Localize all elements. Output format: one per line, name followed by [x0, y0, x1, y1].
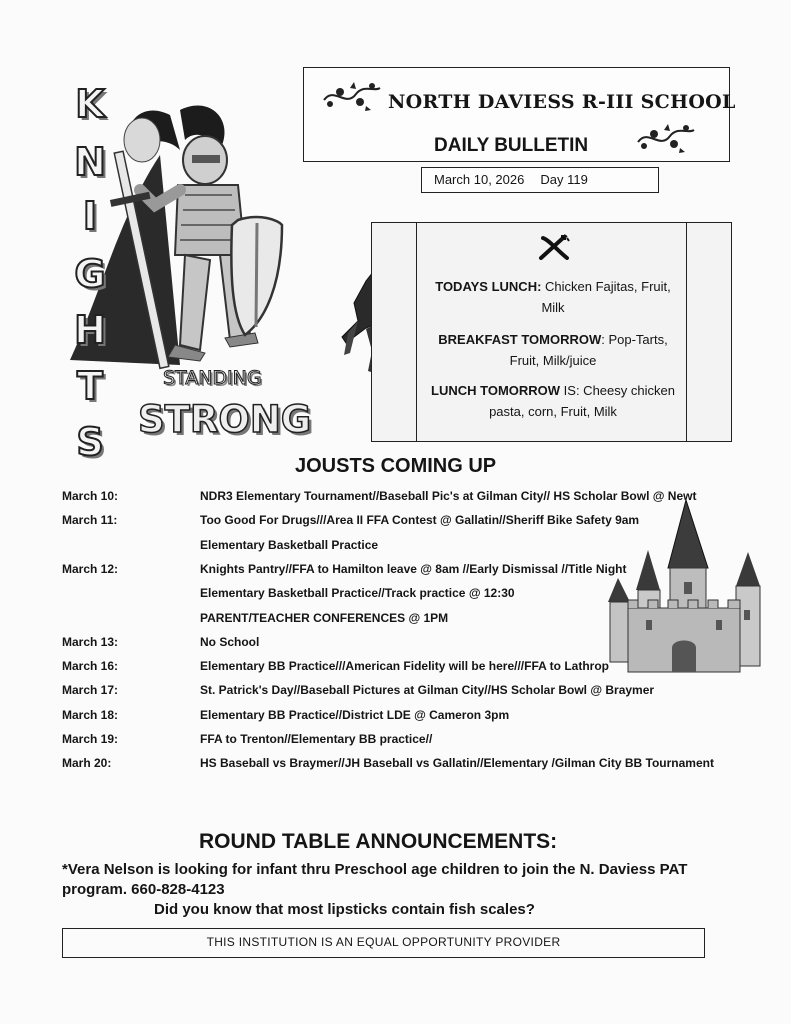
- knights-letter-n: N: [74, 140, 106, 184]
- lunch-tomorrow: [427, 380, 679, 422]
- announcements-title: ROUND TABLE ANNOUNCEMENTS:: [199, 830, 558, 853]
- event-text: Knights Pantry//FFA to Hamilton leave @ 8am //Early Dismissal //Title Night: [200, 561, 627, 576]
- todays-lunch: [427, 276, 679, 318]
- bulletin-date: March 10, 2026: [434, 172, 525, 187]
- date-day-box: [421, 167, 659, 193]
- knights-letter-k: K: [75, 82, 105, 126]
- fork-knife-icon: [537, 234, 571, 260]
- knights-letter-s: S: [76, 420, 104, 464]
- event-text: Too Good For Drugs///Area II FFA Contest @ Gallatin//Sheriff Bike Safety 9am: [200, 513, 640, 528]
- lunch-menu-box: [371, 222, 732, 442]
- bulletin-title: DAILY BULLETIN: [434, 135, 589, 156]
- jousts-title: JOUSTS COMING UP: [295, 455, 497, 477]
- event-date: March 19:: [62, 732, 119, 746]
- knights-letter-t: T: [77, 364, 103, 408]
- slogan-standing: STANDING: [163, 367, 262, 389]
- todays-lunch-value: Chicken Fajitas, Fruit, Milk: [541, 279, 671, 315]
- event-date: March 17:: [62, 683, 119, 698]
- event-date: March 11:: [62, 513, 118, 528]
- event-text: Elementary Basketball Practice: [200, 537, 379, 552]
- event-text: HS Baseball vs Braymer//JH Baseball vs Gallatin//Elementary /Gilman City BB Tournament: [200, 756, 714, 771]
- lunch-menu-panel: [416, 222, 687, 442]
- knights-letter-i: I: [82, 194, 98, 238]
- event-text: St. Patrick's Day//Baseball Pictures at Gilman City//HS Scholar Bowl @ Braymer: [200, 683, 655, 698]
- event-date: March 13:: [62, 634, 119, 649]
- event-text: NDR3 Elementary Tournament//Baseball Pic's at Gilman City// HS Scholar Bowl @ Newt: [200, 489, 697, 503]
- event-date: Marh 20:: [62, 756, 112, 771]
- flourish-right-icon: [634, 120, 698, 156]
- event-date: March 10:: [62, 489, 119, 503]
- knights-letter-h: H: [74, 308, 106, 352]
- school-name: NORTH DAVIESS R-III SCHOOL: [388, 91, 736, 113]
- breakfast-tomorrow: [427, 329, 679, 371]
- equal-opportunity-footer: THIS INSTITUTION IS AN EQUAL OPPORTUNITY PROVIDER: [62, 928, 705, 958]
- flourish-left-icon: [320, 78, 384, 114]
- lunch-tomorrow-label: LUNCH TOMORROW: [431, 383, 561, 398]
- breakfast-tomorrow-value: : Pop-Tarts, Fruit, Milk/juice: [509, 332, 668, 368]
- announcement-pat-program: *Vera Nelson is looking for infant thru Preschool age children to join the N. Daviess PAT program. 660-828-4123: [62, 861, 688, 898]
- bulletin-header: [303, 67, 736, 162]
- announcement-fun-fact: Did you know that most lipsticks contain fish scales?: [154, 901, 535, 918]
- event-date: March 18:: [62, 707, 119, 722]
- event-text: Elementary BB Practice///American Fidelity will be here///FFA to Lathrop: [200, 659, 609, 674]
- slogan-strong: STRONG: [138, 398, 312, 441]
- event-text: No School: [200, 634, 260, 649]
- knights-letter-g: G: [74, 252, 106, 296]
- lunch-tomorrow-value: IS: Cheesy chicken pasta, corn, Fruit, Milk: [489, 383, 675, 419]
- event-date: March 12:: [62, 561, 119, 576]
- todays-lunch-label: TODAYS LUNCH:: [435, 279, 542, 294]
- event-text: PARENT/TEACHER CONFERENCES @ 1PM: [200, 610, 449, 625]
- school-day: Day 119: [540, 172, 588, 187]
- castle-illustration: [608, 490, 768, 682]
- event-date: March 16:: [62, 659, 119, 674]
- breakfast-tomorrow-label: BREAKFAST TOMORROW: [438, 332, 602, 347]
- event-text: Elementary Basketball Practice//Track practice @ 12:30: [200, 586, 515, 601]
- event-text: FFA to Trenton//Elementary BB practice//: [200, 732, 433, 746]
- event-text: Elementary BB Practice//District LDE @ Cameron 3pm: [200, 707, 510, 722]
